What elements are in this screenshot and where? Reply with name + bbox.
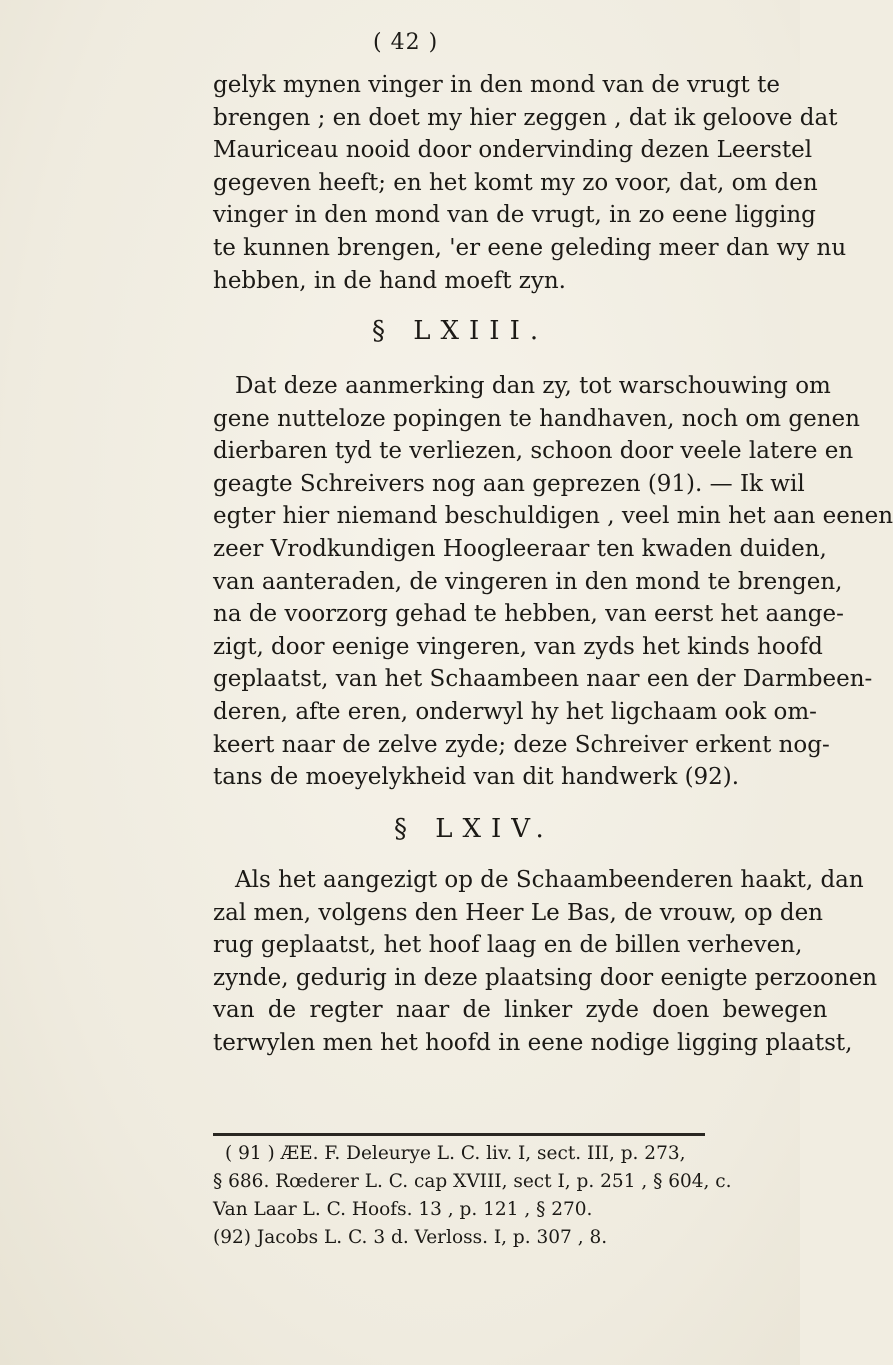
text-line: brengen ; en doet my hier zeggen , dat ik geloove dat: [213, 104, 838, 131]
text-line: gelyk mynen vinger in den mond van de vrugt te: [213, 72, 780, 98]
text-line: geplaatst, van het Schaambeen naar een der Darmbeen-: [213, 666, 873, 693]
paragraph-2: [213, 370, 893, 794]
text-line: rug geplaatst, het hoof laag en de billen verheven,: [213, 932, 803, 959]
text-line: tans de moeyelykheid van dit handwerk (92).: [213, 764, 740, 791]
text-line: Dat deze aanmerking dan zy, tot warschouwing om: [235, 373, 831, 399]
section-heading-63: § LXIII.: [372, 316, 549, 346]
text-line: van aanteraden, de vingeren in den mond te brengen,: [213, 568, 843, 595]
text-line: hebben, in de hand moeft zyn.: [213, 267, 566, 294]
footnote-line: (92) Jacobs L. C. 3 d. Verloss. I, p. 307 , 8.: [213, 1227, 608, 1248]
text-line: zeer Vrodkundigen Hoogleeraar ten kwaden duiden,: [213, 535, 827, 562]
footnote-line: ( 91 ) ÆE. F. Deleurye L. C. liv. I, sect. III, p. 273,: [225, 1143, 686, 1164]
text-line: dierbaren tyd te verliezen, schoon door veele latere en: [213, 438, 854, 465]
text-line: gegeven heeft; en het komt my zo voor, dat, om den: [213, 169, 818, 196]
section-heading-64: § LXIV.: [394, 814, 554, 844]
text-line: van de regter naar de linker zyde doen bewegen: [213, 997, 828, 1024]
text-line: egter hier niemand beschuldigen , veel min het aan eenen: [213, 503, 893, 530]
paragraph-1: [213, 69, 847, 297]
text-line: geagte Schreivers nog aan geprezen (91). — Ik wil: [213, 470, 805, 497]
text-line: vinger in den mond van de vrugt, in zo eene ligging: [213, 202, 816, 229]
text-line: keert naar de zelve zyde; deze Schreiver erkent nog-: [213, 731, 830, 758]
text-line: zigt, door eenige vingeren, van zyds het kinds hoofd: [213, 633, 823, 660]
text-line: terwylen men het hoofd in eene nodige ligging plaatst,: [213, 1029, 853, 1056]
text-line: Als het aangezigt op de Schaambeenderen haakt, dan: [235, 867, 864, 893]
text-line: te kunnen brengen, 'er eene geleding meer dan wy nu: [213, 234, 847, 261]
footnotes: [213, 1140, 732, 1252]
footnote-line: Van Laar L. C. Hoofs. 13 , p. 121 , § 270.: [213, 1199, 593, 1220]
footnote-divider: [213, 1133, 705, 1136]
text-line: gene nutteloze popingen te handhaven, noch om genen: [213, 405, 860, 432]
text-line: zynde, gedurig in deze plaatsing door eenigte perzoonen: [213, 964, 878, 991]
text-line: deren, afte eren, onderwyl hy het ligchaam ook om-: [213, 698, 817, 725]
page-number: ( 42 ): [373, 30, 439, 55]
footnote-line: § 686. Rœderer L. C. cap XVIII, sect I, p. 251 , § 604, c.: [213, 1171, 732, 1192]
text-line: na de voorzorg gehad te hebben, van eerst het aange-: [213, 601, 844, 628]
paragraph-3: [213, 864, 878, 1060]
text-line: zal men, volgens den Heer Le Bas, de vrouw, op den: [213, 899, 823, 926]
text-line: Mauriceau nooid door ondervinding dezen Leerstel: [213, 137, 813, 164]
